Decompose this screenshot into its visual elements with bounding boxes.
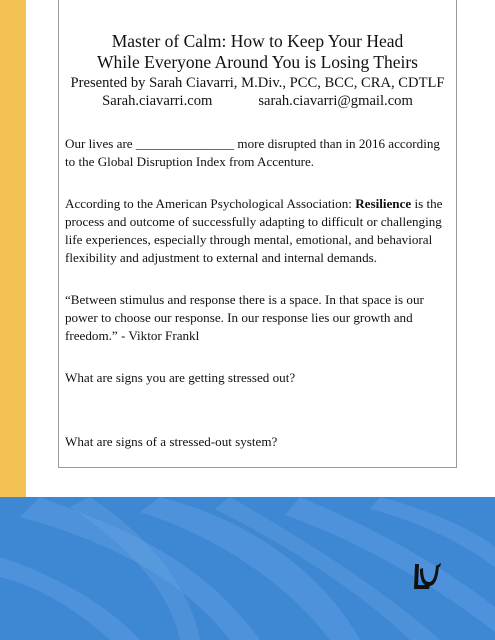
paragraph2-post: is the process and outcome of successfully adapting to difficult or challenging life experiences, especially through mental, emotional, and behavioral flexibility and adjustment to external and internal demands. [65,196,443,265]
contact-line [59,92,456,110]
title-line-1: Master of Calm: How to Keep Your Head [111,31,404,51]
paragraph1-pre: Our lives are [65,136,133,151]
presenter-line: Presented by Sarah Ciavarri, M.Div., PCC, BCC, CRA, CDTLF [70,75,445,91]
lu-logo-icon [410,560,444,594]
question-system-signs [65,433,447,451]
resilience-term: Resilience [355,196,412,211]
fill-in-blank: _______________ [135,136,235,151]
email-link[interactable]: sarah.ciavarri@gmail.com [258,93,413,109]
frankl-quote [65,291,447,345]
paragraph-resilience [65,195,447,267]
handout-header [59,31,456,110]
website-link[interactable]: Sarah.ciavarri.com [102,93,213,109]
paragraph1-post: more disrupted than in 2016 according to the Global Disruption Index from Accenture. [65,136,440,169]
question-stress-signs [65,369,447,387]
title-line-2: While Everyone Around You is Losing Theirs [97,52,418,72]
handout-card [58,0,457,468]
question2-text: What are signs of a stressed-out system? [65,434,278,449]
paragraph2-pre: According to the American Psychological Association: [65,196,352,211]
quote-text: “Between stimulus and response there is a space. In that space is our power to choose our response. In our response lies our growth and freedom.” - Viktor Frankl [65,292,424,343]
footer-band [0,497,495,640]
question1-text: What are signs you are getting stressed out? [65,370,296,385]
left-accent-stripe [0,0,26,497]
paragraph-disruption [65,135,447,171]
